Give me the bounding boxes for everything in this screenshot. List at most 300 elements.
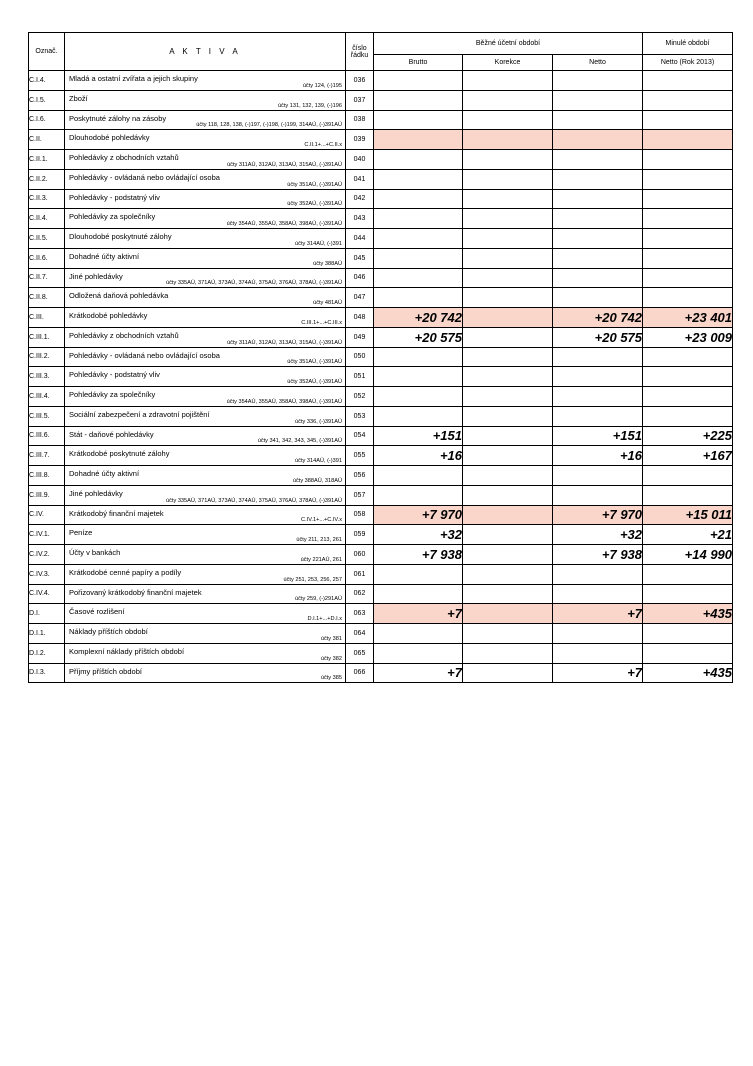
- table-row: [29, 288, 733, 308]
- row-description: [65, 485, 346, 505]
- row-value-brutto: +7: [374, 604, 463, 624]
- row-description: [65, 387, 346, 407]
- row-label: Dohadné účty aktivní: [69, 469, 140, 478]
- row-value-prev: [643, 288, 733, 308]
- row-value-prev: [643, 367, 733, 387]
- table-row: [29, 624, 733, 644]
- row-number: 047: [346, 288, 374, 308]
- row-accounts: účty 314AÚ, (-)391: [295, 458, 342, 464]
- table-row: [29, 564, 733, 584]
- row-value-korekce: [463, 327, 553, 347]
- row-value-prev: [643, 643, 733, 663]
- row-value-brutto: [374, 643, 463, 663]
- row-code: C.III.1.: [29, 327, 65, 347]
- table-row: [29, 545, 733, 565]
- row-value-netto: +7: [553, 604, 643, 624]
- row-value-korekce: [463, 663, 553, 683]
- table-row: [29, 387, 733, 407]
- table-row: [29, 367, 733, 387]
- row-code: C.III.7.: [29, 446, 65, 466]
- row-code: C.I.4.: [29, 71, 65, 91]
- row-code: C.III.4.: [29, 387, 65, 407]
- row-value-prev: [643, 110, 733, 130]
- row-value-brutto: [374, 169, 463, 189]
- table-row: [29, 604, 733, 624]
- table-row: [29, 446, 733, 466]
- row-number: 050: [346, 347, 374, 367]
- row-value-prev: [643, 150, 733, 170]
- row-number: 043: [346, 209, 374, 229]
- row-value-prev: [643, 209, 733, 229]
- row-value-prev: +15 011: [643, 505, 733, 525]
- row-number: 062: [346, 584, 374, 604]
- row-value-brutto: [374, 466, 463, 486]
- row-description: [65, 406, 346, 426]
- row-value-netto: [553, 406, 643, 426]
- row-description: [65, 288, 346, 308]
- row-description: [65, 150, 346, 170]
- row-accounts: účty 311AÚ, 312AÚ, 313AÚ, 315AÚ, (-)391AÚ: [227, 161, 342, 168]
- row-code: C.III.3.: [29, 367, 65, 387]
- row-number: 040: [346, 150, 374, 170]
- row-code: C.II.1.: [29, 150, 65, 170]
- row-value-prev: [643, 347, 733, 367]
- row-value-prev: [643, 169, 733, 189]
- row-value-brutto: [374, 110, 463, 130]
- row-number: 036: [346, 71, 374, 91]
- row-description: [65, 327, 346, 347]
- table-body: [29, 71, 733, 683]
- row-code: C.IV.2.: [29, 545, 65, 565]
- row-number: 066: [346, 663, 374, 683]
- row-accounts: účty 388AÚ, 318AÚ: [292, 477, 342, 484]
- table-row: [29, 406, 733, 426]
- row-value-brutto: [374, 406, 463, 426]
- row-description: [65, 189, 346, 209]
- row-value-korekce: [463, 347, 553, 367]
- row-value-netto: +7: [553, 663, 643, 683]
- row-number: 052: [346, 387, 374, 407]
- row-value-prev: [643, 485, 733, 505]
- row-accounts: účty 351AÚ, (-)391AÚ: [287, 359, 342, 366]
- row-value-netto: [553, 90, 643, 110]
- row-value-brutto: +20 575: [374, 327, 463, 347]
- row-accounts: C.II.1+...+C.II.x: [304, 142, 342, 148]
- row-value-prev: [643, 90, 733, 110]
- balance-sheet-table: [28, 32, 733, 683]
- row-code: C.I.5.: [29, 90, 65, 110]
- row-value-netto: [553, 209, 643, 229]
- row-accounts: C.III.1+...+C.III.x: [301, 319, 342, 326]
- row-label: Příjmy příštích období: [69, 666, 142, 676]
- row-number: 044: [346, 229, 374, 249]
- row-number: 059: [346, 525, 374, 545]
- row-value-korekce: [463, 229, 553, 249]
- row-value-netto: +7 970: [553, 505, 643, 525]
- row-code: C.III.9.: [29, 485, 65, 505]
- table-row: [29, 130, 733, 150]
- row-description: [65, 643, 346, 663]
- row-label: Mladá a ostatní zvířata a jejich skupiny: [69, 74, 198, 83]
- row-value-netto: +20 575: [553, 327, 643, 347]
- row-code: C.II.3.: [29, 189, 65, 209]
- row-description: [65, 110, 346, 130]
- row-value-korekce: [463, 584, 553, 604]
- row-accounts: účty 251, 253, 256, 257: [283, 576, 342, 583]
- row-description: [65, 209, 346, 229]
- row-value-prev: +225: [643, 426, 733, 446]
- row-description: [65, 505, 346, 525]
- row-value-korekce: [463, 604, 553, 624]
- row-value-prev: +21: [643, 525, 733, 545]
- table-row: [29, 525, 733, 545]
- row-code: C.II.: [29, 130, 65, 150]
- row-value-prev: [643, 406, 733, 426]
- row-value-netto: [553, 584, 643, 604]
- row-description: [65, 663, 346, 683]
- header-current-period: Běžné účetní období: [374, 33, 643, 55]
- row-label: Dlouhodobé pohledávky: [69, 133, 150, 143]
- row-description: [65, 564, 346, 584]
- row-value-korekce: [463, 367, 553, 387]
- row-label: Pohledávky z obchodních vztahů: [69, 330, 179, 340]
- row-value-brutto: [374, 130, 463, 150]
- row-code: C.III.5.: [29, 406, 65, 426]
- table-row: [29, 90, 733, 110]
- row-value-prev: [643, 584, 733, 604]
- row-label: Poskytnuté zálohy na zásoby: [69, 113, 167, 123]
- row-value-netto: +32: [553, 525, 643, 545]
- row-code: D.I.3.: [29, 663, 65, 683]
- row-code: C.III.: [29, 308, 65, 328]
- row-accounts: účty 336, (-)391AÚ: [295, 418, 342, 425]
- table-row: [29, 110, 733, 130]
- row-value-korekce: [463, 248, 553, 268]
- row-code: C.II.6.: [29, 248, 65, 268]
- row-accounts: účty 118, 128, 138, (-)197, (-)198, (-)199, 314AÚ, (-)391AÚ: [196, 122, 342, 129]
- row-value-prev: +23 009: [643, 327, 733, 347]
- row-number: 064: [346, 624, 374, 644]
- row-value-korekce: [463, 130, 553, 150]
- row-label: Pohledávky - ovládaná nebo ovládající osoba: [69, 172, 220, 182]
- row-accounts: účty 382: [320, 655, 342, 662]
- row-accounts: účty 335AÚ, 371AÚ, 373AÚ, 374AÚ, 375AÚ, 376AÚ, 378AÚ, (-)391AÚ: [166, 497, 342, 504]
- row-label: Pohledávky - podstatný vliv: [69, 370, 160, 380]
- row-accounts: účty 351AÚ, (-)391AÚ: [287, 181, 342, 188]
- row-accounts: účty 381: [320, 635, 342, 642]
- table-row: [29, 150, 733, 170]
- table-row: [29, 209, 733, 229]
- row-label: Komplexní náklady příštích období: [69, 646, 185, 656]
- table-row: [29, 505, 733, 525]
- header-oznac: Označ.: [29, 33, 65, 71]
- row-value-netto: [553, 268, 643, 288]
- row-number: 045: [346, 248, 374, 268]
- row-value-korekce: [463, 466, 553, 486]
- row-value-korekce: [463, 485, 553, 505]
- row-value-korekce: [463, 268, 553, 288]
- row-value-korekce: [463, 446, 553, 466]
- row-value-brutto: [374, 189, 463, 209]
- row-code: D.I.2.: [29, 643, 65, 663]
- row-number: 063: [346, 604, 374, 624]
- row-value-brutto: [374, 268, 463, 288]
- row-value-korekce: [463, 90, 553, 110]
- row-value-netto: [553, 130, 643, 150]
- row-number: 041: [346, 169, 374, 189]
- row-accounts: účty 388AÚ: [313, 260, 342, 267]
- row-value-brutto: [374, 71, 463, 91]
- row-description: [65, 426, 346, 446]
- row-label: Dlouhodobé poskytnuté zálohy: [69, 232, 172, 241]
- row-description: [65, 169, 346, 189]
- header-netto: Netto: [553, 55, 643, 71]
- row-code: C.IV.1.: [29, 525, 65, 545]
- row-value-netto: [553, 189, 643, 209]
- row-number: 060: [346, 545, 374, 565]
- row-value-prev: +435: [643, 604, 733, 624]
- row-accounts: D.I.1+...+D.I.x: [307, 616, 342, 622]
- row-value-prev: [643, 466, 733, 486]
- row-value-netto: [553, 466, 643, 486]
- row-number: 061: [346, 564, 374, 584]
- row-value-brutto: +7 938: [374, 545, 463, 565]
- header-brutto: Brutto: [374, 55, 463, 71]
- row-label: Sociální zabezpečení a zdravotní pojištění: [69, 409, 210, 419]
- row-value-brutto: +7: [374, 663, 463, 683]
- row-accounts: účty 352AÚ, (-)391AÚ: [287, 201, 342, 208]
- table-row: [29, 663, 733, 683]
- row-value-prev: [643, 71, 733, 91]
- row-label: Jiné pohledávky: [69, 271, 123, 281]
- row-code: D.I.: [29, 604, 65, 624]
- row-description: [65, 624, 346, 644]
- row-value-prev: +23 401: [643, 308, 733, 328]
- row-code: C.II.2.: [29, 169, 65, 189]
- row-accounts: účty 385: [320, 675, 342, 682]
- row-accounts: účty 341, 342, 343, 345, (-)391AÚ: [257, 438, 342, 445]
- table-row: [29, 485, 733, 505]
- header-aktiva: A K T I V A: [65, 33, 346, 71]
- row-label: Pohledávky z obchodních vztahů: [69, 153, 179, 162]
- row-label: Krátkodobý finanční majetek: [69, 508, 164, 518]
- row-value-brutto: [374, 248, 463, 268]
- row-description: [65, 71, 346, 91]
- row-code: C.II.8.: [29, 288, 65, 308]
- row-accounts: účty 124, (-)195: [302, 82, 342, 89]
- row-value-brutto: [374, 367, 463, 387]
- row-label: Krátkodobé poskytnuté zálohy: [69, 449, 170, 459]
- row-value-netto: +16: [553, 446, 643, 466]
- row-code: C.II.5.: [29, 229, 65, 249]
- row-label: Pohledávky - podstatný vliv: [69, 192, 160, 202]
- row-value-netto: [553, 288, 643, 308]
- row-accounts: C.IV.1+...+C.IV.x: [301, 517, 342, 524]
- row-value-netto: [553, 564, 643, 584]
- row-label: Pohledávky za společníky: [69, 390, 156, 399]
- row-value-korekce: [463, 564, 553, 584]
- row-value-brutto: [374, 387, 463, 407]
- row-value-netto: [553, 248, 643, 268]
- row-value-brutto: [374, 584, 463, 604]
- row-code: C.III.8.: [29, 466, 65, 486]
- row-label: Pohledávky za společníky: [69, 212, 156, 222]
- row-description: [65, 268, 346, 288]
- row-label: Pohledávky - ovládaná nebo ovládající osoba: [69, 350, 220, 360]
- row-code: C.III.2.: [29, 347, 65, 367]
- row-code: C.III.6.: [29, 426, 65, 446]
- row-value-brutto: [374, 564, 463, 584]
- row-description: [65, 525, 346, 545]
- row-value-netto: [553, 150, 643, 170]
- row-number: 055: [346, 446, 374, 466]
- row-value-korekce: [463, 189, 553, 209]
- row-number: 054: [346, 426, 374, 446]
- row-accounts: účty 211, 213, 261: [296, 537, 342, 543]
- row-value-brutto: [374, 229, 463, 249]
- row-number: 037: [346, 90, 374, 110]
- row-description: [65, 248, 346, 268]
- row-description: [65, 446, 346, 466]
- row-code: C.I.6.: [29, 110, 65, 130]
- row-value-brutto: +16: [374, 446, 463, 466]
- row-value-brutto: [374, 288, 463, 308]
- row-value-korekce: [463, 525, 553, 545]
- row-accounts: účty 335AÚ, 371AÚ, 373AÚ, 374AÚ, 375AÚ, 376AÚ, 378AÚ, (-)391AÚ: [166, 280, 342, 287]
- row-number: 046: [346, 268, 374, 288]
- row-value-korekce: [463, 643, 553, 663]
- row-label: Dohadné účty aktivní: [69, 251, 140, 261]
- row-description: [65, 308, 346, 328]
- row-value-korekce: [463, 624, 553, 644]
- row-value-korekce: [463, 209, 553, 229]
- row-accounts: účty 481AÚ: [313, 300, 342, 306]
- row-label: Jiné pohledávky: [69, 488, 123, 498]
- row-value-brutto: +20 742: [374, 308, 463, 328]
- row-value-prev: [643, 387, 733, 407]
- table-row: [29, 327, 733, 347]
- row-value-prev: [643, 268, 733, 288]
- row-value-netto: [553, 169, 643, 189]
- row-value-netto: [553, 624, 643, 644]
- table-row: [29, 584, 733, 604]
- table-row: [29, 169, 733, 189]
- header-netto-prev: Netto (Rok 2013): [643, 55, 733, 71]
- row-label: Krátkodobé cenné papíry a podíly: [69, 567, 182, 577]
- table-row: [29, 643, 733, 663]
- row-value-prev: [643, 189, 733, 209]
- row-code: C.IV.3.: [29, 564, 65, 584]
- row-label: Časové rozlišení: [69, 607, 125, 617]
- row-value-brutto: [374, 150, 463, 170]
- row-number: 049: [346, 327, 374, 347]
- row-label: Peníze: [69, 528, 93, 538]
- row-value-brutto: [374, 624, 463, 644]
- table-row: [29, 71, 733, 91]
- row-value-prev: +14 990: [643, 545, 733, 565]
- row-number: 058: [346, 505, 374, 525]
- row-code: C.IV.: [29, 505, 65, 525]
- header-previous-period: Minulé období: [643, 33, 733, 55]
- table-row: [29, 347, 733, 367]
- row-value-netto: [553, 643, 643, 663]
- row-value-korekce: [463, 308, 553, 328]
- row-value-korekce: [463, 71, 553, 91]
- row-label: Účty v bankách: [69, 548, 121, 557]
- row-label: Stát - daňové pohledávky: [69, 429, 154, 439]
- row-value-netto: [553, 229, 643, 249]
- row-value-brutto: +151: [374, 426, 463, 446]
- row-value-netto: [553, 485, 643, 505]
- row-code: C.II.4.: [29, 209, 65, 229]
- row-description: [65, 347, 346, 367]
- row-value-brutto: +7 970: [374, 505, 463, 525]
- row-number: 048: [346, 308, 374, 328]
- row-label: Náklady příštích období: [69, 627, 148, 636]
- row-accounts: účty 352AÚ, (-)391AÚ: [287, 379, 342, 385]
- row-code: D.I.1.: [29, 624, 65, 644]
- row-value-korekce: [463, 545, 553, 565]
- row-accounts: účty 131, 132, 139, (-)196: [277, 102, 342, 109]
- row-value-korekce: [463, 387, 553, 407]
- row-accounts: účty 354AÚ, 355AÚ, 358AÚ, 398AÚ, (-)391AÚ: [226, 221, 342, 227]
- row-label: Krátkodobé pohledávky: [69, 311, 148, 320]
- row-value-prev: +167: [643, 446, 733, 466]
- row-value-brutto: [374, 485, 463, 505]
- row-value-korekce: [463, 505, 553, 525]
- table-row: [29, 248, 733, 268]
- row-value-brutto: [374, 347, 463, 367]
- row-value-prev: [643, 248, 733, 268]
- row-accounts: účty 311AÚ, 312AÚ, 313AÚ, 315AÚ, (-)391AÚ: [227, 339, 342, 346]
- table-row: [29, 229, 733, 249]
- row-number: 053: [346, 406, 374, 426]
- row-value-netto: [553, 110, 643, 130]
- row-value-netto: +151: [553, 426, 643, 446]
- row-label: Zboží: [69, 93, 88, 103]
- row-value-prev: [643, 624, 733, 644]
- row-accounts: účty 259, (-)291AÚ: [295, 596, 342, 603]
- row-value-brutto: [374, 90, 463, 110]
- row-description: [65, 584, 346, 604]
- row-number: 057: [346, 485, 374, 505]
- row-value-korekce: [463, 110, 553, 130]
- row-label: Odložená daňová pohledávka: [69, 291, 169, 301]
- row-description: [65, 130, 346, 150]
- row-accounts: účty 221AÚ, 261: [300, 556, 342, 563]
- row-value-netto: [553, 71, 643, 91]
- row-number: 038: [346, 110, 374, 130]
- row-description: [65, 229, 346, 249]
- row-value-korekce: [463, 169, 553, 189]
- row-value-prev: +435: [643, 663, 733, 683]
- row-number: 042: [346, 189, 374, 209]
- row-value-netto: [553, 367, 643, 387]
- row-value-netto: [553, 347, 643, 367]
- table-row: [29, 268, 733, 288]
- row-value-brutto: +32: [374, 525, 463, 545]
- row-value-korekce: [463, 150, 553, 170]
- table-row: [29, 308, 733, 328]
- row-value-netto: +20 742: [553, 308, 643, 328]
- row-description: [65, 545, 346, 565]
- row-code: C.II.7.: [29, 268, 65, 288]
- row-value-korekce: [463, 288, 553, 308]
- header-korekce: Korekce: [463, 55, 553, 71]
- header-cislo-radku: číslo řádku: [346, 33, 374, 71]
- table-row: [29, 466, 733, 486]
- row-accounts: účty 354AÚ, 355AÚ, 358AÚ, 398AÚ, (-)391AÚ: [226, 398, 342, 405]
